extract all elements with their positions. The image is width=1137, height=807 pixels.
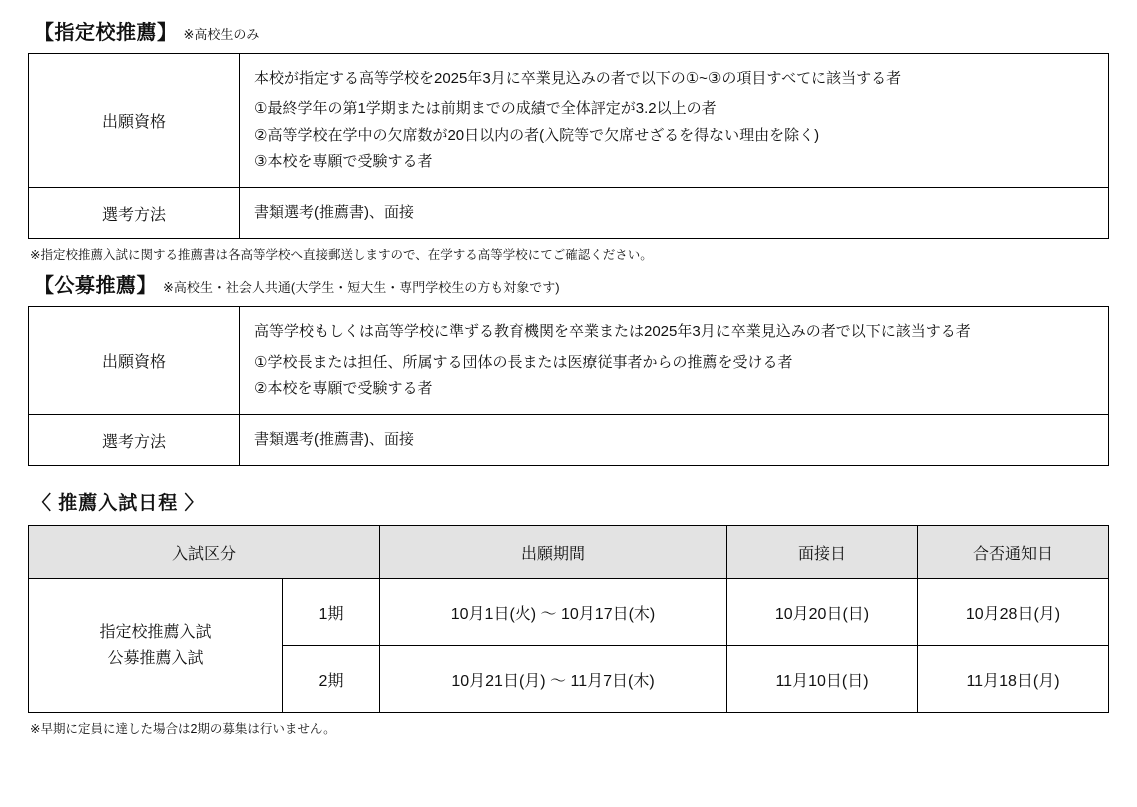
schedule-footnote: ※早期に定員に達した場合は2期の募集は行いません。 (30, 722, 336, 737)
schedule-table (28, 525, 1109, 713)
division-line-1: 指定校推薦入試 (99, 624, 212, 642)
header-result-date: 合否通知日 (918, 526, 1109, 579)
row-label-selection: 選考方法 (29, 188, 240, 239)
cell-result-date: 10月28日(月) (918, 579, 1109, 646)
row-body-qualification (240, 307, 1109, 415)
table-row (29, 415, 1109, 466)
row-body-qualification (240, 54, 1109, 188)
cell-interview-date: 10月20日(日) (727, 579, 918, 646)
qualification-item-2: ②本校を専願で受験する者 (254, 379, 433, 397)
selection-method: 書類選考(推薦書)、面接 (254, 204, 414, 221)
qualification-item-1: ①学校長または担任、所属する団体の長または医療従事者からの推薦を受ける者 (254, 353, 793, 371)
row-body-selection (240, 415, 1109, 466)
table-row (29, 307, 1109, 415)
header-application-period: 出願期間 (380, 526, 727, 579)
row-label-qualification: 出願資格 (29, 54, 240, 188)
section-title: 【指定校推薦】 (34, 22, 178, 44)
designated-footnote: ※指定校推薦入試に関する推薦書は各高等学校へ直接郵送しますので、在学する高等学校にてご確認ください。 (30, 248, 653, 263)
cell-division (29, 579, 283, 713)
qualification-intro: 本校が指定する高等学校を2025年3月に卒業見込みの者で以下の①~③の項目すべてに該当する者 (254, 70, 902, 87)
cell-result-date: 11月18日(月) (918, 646, 1109, 713)
qualification-item-2: ②高等学校在学中の欠席数が20日以内の者(入院等で欠席せざるを得ない理由を除く) (254, 126, 820, 144)
table-header-row (29, 526, 1109, 579)
qualification-intro: 高等学校もしくは高等学校に準ずる教育機関を卒業または2025年3月に卒業見込みの者で以下に該当する者 (254, 323, 971, 341)
cell-term: 1期 (283, 579, 380, 646)
row-label-selection: 選考方法 (29, 415, 240, 466)
schedule-title: 〈 推薦入試日程 〉 (32, 493, 205, 515)
selection-method: 書類選考(推薦書)、面接 (254, 431, 414, 448)
table-row (29, 579, 1109, 646)
cell-term: 2期 (283, 646, 380, 713)
section-title: 【公募推薦】 (34, 275, 157, 298)
table-row (29, 188, 1109, 239)
header-division: 入試区分 (29, 526, 380, 579)
designated-recommendation-table (28, 53, 1109, 239)
row-label-qualification: 出願資格 (29, 307, 240, 415)
section-heading-open (34, 269, 1109, 298)
open-recommendation-table (28, 306, 1109, 466)
section-note: ※高校生・社会人共通(大学生・短大生・専門学校生の方も対象です) (163, 280, 560, 296)
cell-application-period: 10月1日(火) ～ 10月17日(木) (380, 579, 727, 646)
section-note: ※高校生のみ (183, 27, 260, 42)
qualification-item-1: ①最終学年の第1学期または前期までの成績で全体評定が3.2以上の者 (254, 100, 717, 118)
row-body-selection (240, 188, 1109, 239)
division-line-2: 公募推薦入試 (107, 649, 204, 667)
table-row (29, 54, 1109, 188)
cell-application-period: 10月21日(月) ～ 11月7日(木) (380, 646, 727, 713)
cell-interview-date: 11月10日(日) (727, 646, 918, 713)
header-interview-date: 面接日 (727, 526, 918, 579)
qualification-item-3: ③本校を専願で受験する者 (254, 152, 433, 170)
section-heading-designated (34, 16, 1109, 45)
